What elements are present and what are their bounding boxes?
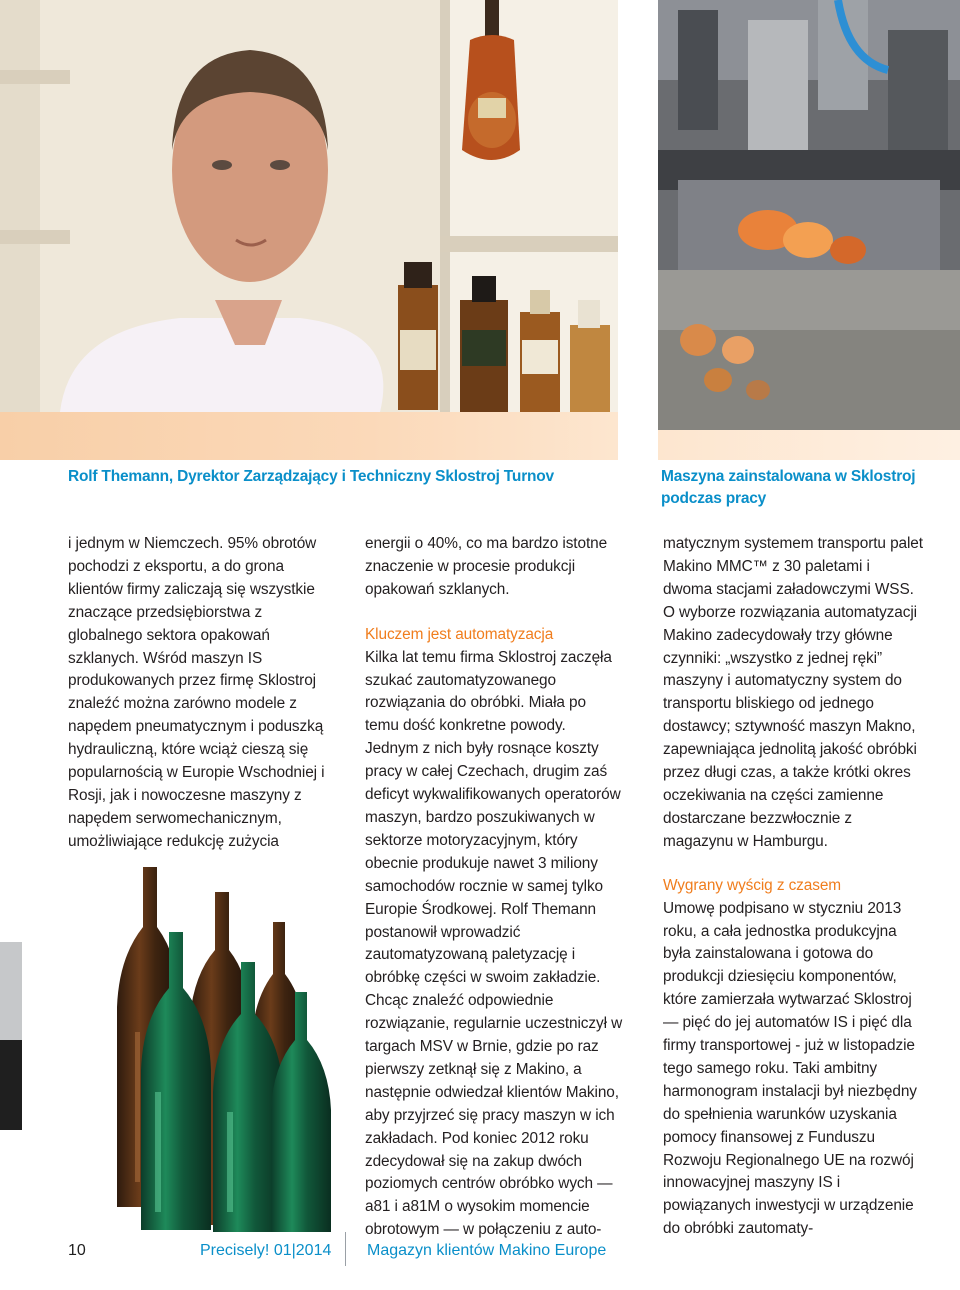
- column-2-body: Kilka lat temu firma Sklostroj zaczęła szukać zautomatyzowanego rozwiązania do obróbki. Miała po temu dość konkretne powody. Jednym z nich były rosnące koszty pracy w całej Czechach, drugim zaś deficyt wykwalifikowanych operatorów maszyn, bardzo poszukiwanych w sektorze motoryzacyjnym, który obecnie produkuje nawet 3 miliony samochodów rocznie w samej tylko Europie Środkowej. Rolf Themann postanowił wprowadzić zautomatyzowaną paletyzację i obróbkę części w swoim zakładzie. Chcąc znaleźć odpowiednie rozwiązanie, regularnie uczestniczył w targach MSV w Brnie, gdzie po raz pierwszy zetknął się z Makino, a następnie odwiedzał klientów Makino, aby przyjrzeć się pracy maszyn w ich zakładach. Pod koniec 2012 roku zdecydował się na zakup dwóch poziomych centrów obróbko wych — a81 i a81M o wysokim momencie obrotowym — w połączeniu z auto-: [365, 648, 623, 1239]
- machine-caption-band: [658, 430, 960, 460]
- column-3-subhead: Wygrany wyścig z czasem: [663, 876, 842, 894]
- portrait-illustration: [0, 0, 618, 412]
- bottles-illustration: [105, 862, 345, 1234]
- article-column-2: [365, 533, 623, 1242]
- column-3-body: Umowę podpisano w styczniu 2013 roku, a cała jednostka produkcyjna była zainstalowana i gotowa do produkcji dziesięciu komponentów, które zamierzała wytwarzać Sklostroj — pięć do jej automatów IS i pięć dla firmy transportowej - już w listopadzie tego samego roku. Taki ambitny harmonogram instalacji był niezbędny do spełnienia warunków uzyskania pomocy finansowej z Funduszu Rozwoju Regionalnego UE na rozwój innowacyjnej maszyny IS i powiązanych inwestycji w urządzenie do obróbki zautomaty-: [663, 899, 917, 1238]
- machine-illustration: [658, 0, 960, 430]
- column-1-paragraph: i jednym w Niemczech. 95% obrotów pochodzi z eksportu, a do grona klientów firmy zaliczają się wszystkie znaczące przedsiębiorstwa z globalnego sektora opakowań szklanych. Wśród maszyn IS produkowanych przez firmę Sklostroj znaleźć można zarówno modele z napędem pneumatycznym i poduszką hydrauliczną, które wciąż cieszą się popularnością w Europie Wschodniej i Rosji, jak i nowoczesne maszyny z napędem serwomechanicznym, umożliwiające redukcję zużycia: [68, 535, 325, 850]
- magazine-title: Precisely!: [200, 1242, 270, 1259]
- machine-caption-line1: Maszyna zainstalowana w Sklostroj: [661, 468, 916, 485]
- machine-caption: [661, 466, 951, 510]
- machine-photo: [658, 0, 960, 430]
- magazine-name: [200, 1240, 331, 1262]
- page-number: 10: [68, 1242, 86, 1259]
- column-3-intro: matycznym systemem transportu palet Makino MMC™ z 30 paletami i dwoma stacjami załadowczymi WSS. O wyborze rozwiązania automatyzacji Makino zadecydowały trzy główne czynniki: „wszystko z jednej ręki” maszyny i automatyczny system do transportu bliskiego od jednego dostawcy; sztywność maszyn Makno, zapewniająca jednolitą jakość obróbki przez długi czas, a także krótki okres oczekiwania na części zamienne dostarczane bezzwłocznie z magazynu w Hamburgu.: [663, 535, 923, 850]
- article-column-1: [68, 533, 328, 854]
- portrait-caption-band: [0, 412, 618, 460]
- magazine-issue: 01|2014: [273, 1242, 332, 1259]
- footer-divider: [345, 1232, 346, 1266]
- bottles-photo: [105, 862, 345, 1234]
- column-2-subhead: Kluczem jest automatyzacja: [365, 625, 554, 643]
- side-tab-black: [0, 1040, 22, 1130]
- magazine-subtitle: Magazyn klientów Makino Europe: [367, 1242, 607, 1259]
- portrait-caption: Rolf Themann, Dyrektor Zarządzający i Techniczny Sklostroj Turnov: [68, 468, 554, 485]
- side-tab-grey: [0, 942, 22, 1040]
- portrait-photo: [0, 0, 618, 412]
- column-2-intro: energii o 40%, co ma bardzo istotne znaczenie w procesie produkcji opakowań szklanych.: [365, 535, 608, 598]
- article-column-3: [663, 533, 923, 1241]
- machine-caption-line2: podczas pracy: [661, 490, 767, 507]
